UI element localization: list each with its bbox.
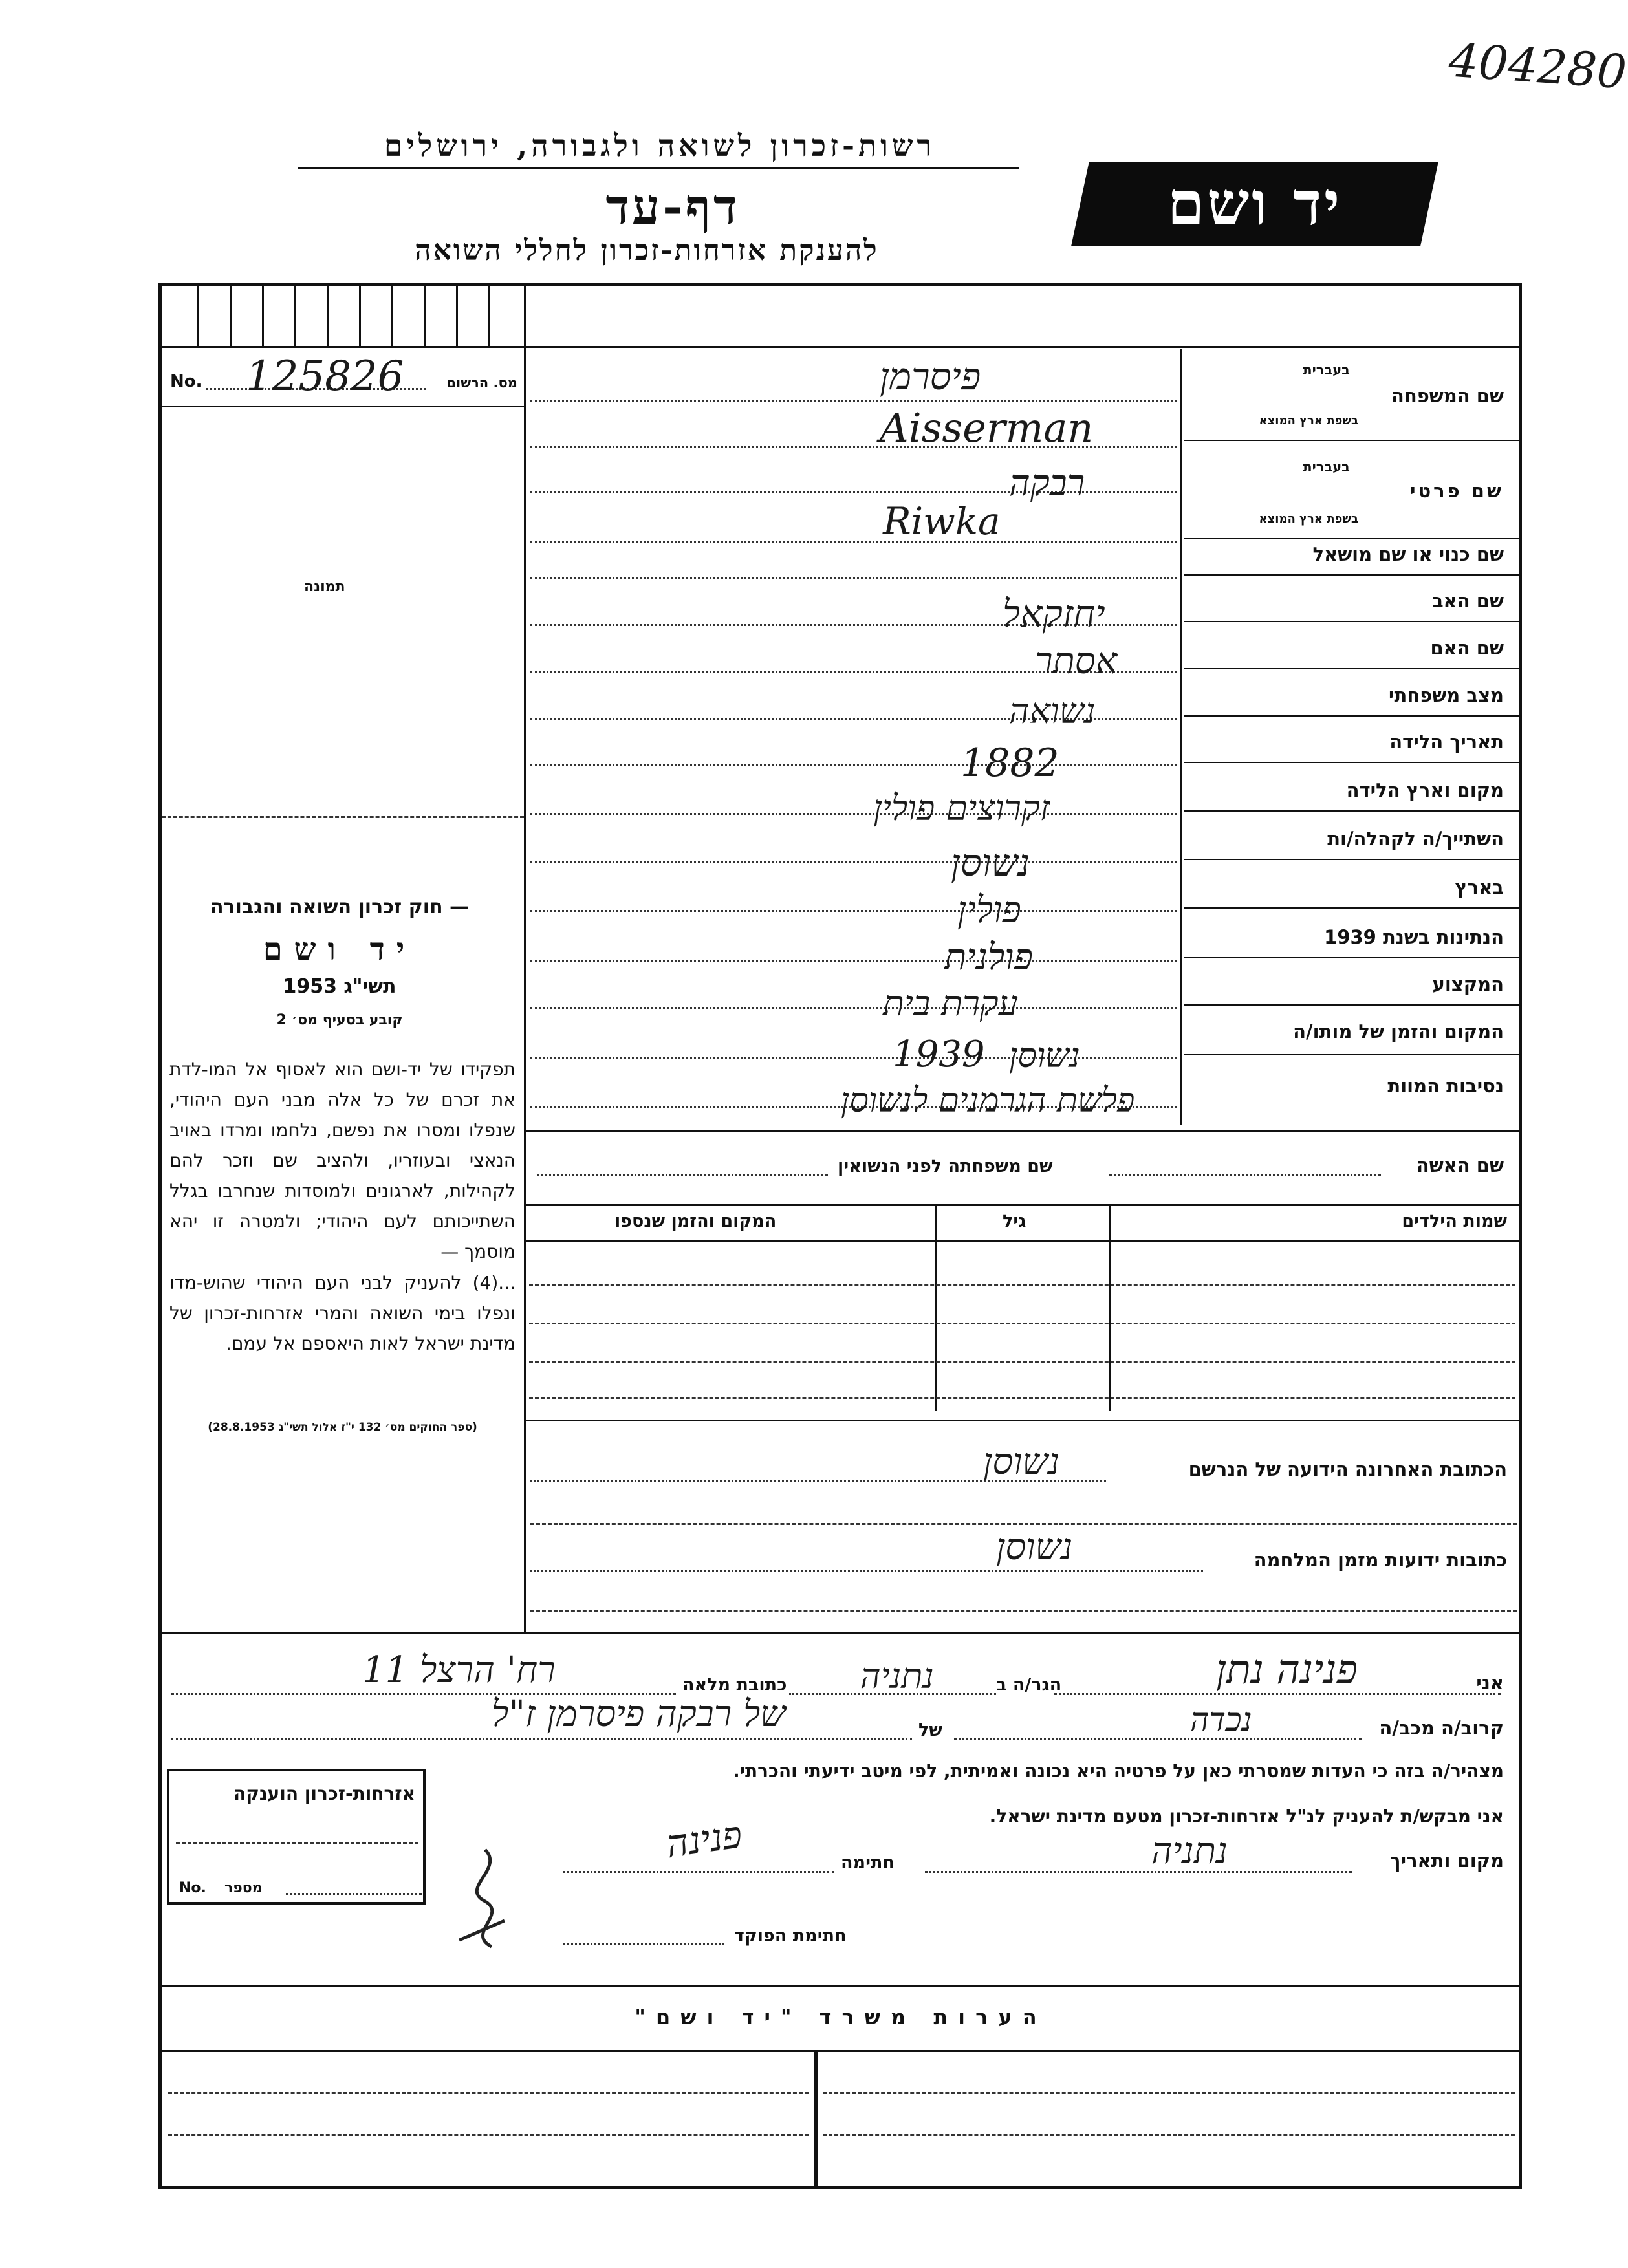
death-cause-value: פלשת הגרמנים לנשוסן <box>841 1081 1135 1120</box>
birth-year-value: 1882 <box>961 740 1059 786</box>
community-value: נשוסן <box>951 841 1030 885</box>
cert-box-no-label: No. <box>179 1880 206 1896</box>
label-column-divider <box>1180 349 1182 1125</box>
death-place-label: המקום והזמן של מותו/ה <box>1293 1021 1504 1042</box>
citizenship-granted-box <box>167 1769 426 1905</box>
residing-value: נתניה <box>860 1656 934 1696</box>
law-year: תשי"ג 1953 <box>283 975 396 998</box>
citizenship-value: פולנית <box>944 936 1033 978</box>
birthdate-label: תאריך הלידה <box>1389 731 1504 753</box>
birthplace-value: זקרוצים פולין <box>873 788 1050 828</box>
country-value: פולין <box>957 889 1021 931</box>
officer-signature-label: חתימת הפוקד <box>734 1926 847 1946</box>
of-label: של <box>918 1720 942 1740</box>
residing-label: הגר/ה ב <box>996 1675 1062 1695</box>
father-value: יחזקאל <box>1003 592 1105 636</box>
of-value: של רבקה פיסרמן ז"ל <box>492 1693 786 1735</box>
mother-value: אסתר <box>1035 640 1118 682</box>
first-hebrew-value: רבקה <box>1009 462 1085 504</box>
father-label: שם האב <box>1431 590 1504 612</box>
registration-label: מס. הרשום <box>446 375 517 391</box>
marital-value: נשואה <box>1009 691 1096 731</box>
death-place-value: נשוסן <box>1009 1037 1080 1075</box>
war-address-label: כתובות ידועות מזמן המלחמה <box>1254 1549 1507 1571</box>
authority-title: רשות-זכרון לשואה ולגבורה, ירושלים <box>384 128 936 163</box>
children-names-header: שמות הילדים <box>1402 1211 1507 1231</box>
last-address-label: הכתובת האחרונה הידועה של הנרשם <box>1188 1458 1507 1480</box>
profession-label: המקצוע <box>1432 973 1504 995</box>
country-label: בארץ <box>1455 876 1504 898</box>
family-origin-value: Aisserman <box>880 404 1094 451</box>
family-hebrew-value: פיסרמן <box>880 354 981 398</box>
signature-value: פנינה <box>663 1812 745 1866</box>
declarant-name-value: פנינה נתן <box>1216 1646 1358 1693</box>
war-address-value: נשוסן <box>996 1526 1073 1568</box>
logo-text: יד ושם <box>1167 169 1343 239</box>
place-date-label: מקום ותאריך <box>1389 1850 1504 1872</box>
law-name: יד ושם <box>263 931 417 967</box>
law-text-2: ...(4) להעניק לבני העם היהודי שהוש-מדו ונפלו בימי השואה והמרי אזרחות-זכרון של מדינת ישראל לאות היאספם אל עמם. <box>169 1272 516 1354</box>
yad-vashem-logo <box>1071 162 1438 246</box>
citizenship-label: הנתינות בשנת 1939 <box>1324 926 1504 948</box>
nickname-label: שם כנוי או שם מושאל <box>1312 543 1504 565</box>
mother-label: שם האם <box>1430 637 1504 659</box>
profession-value: עקרת בית <box>883 983 1019 1024</box>
form-subtitle: להענקת אזרחות-זכרון לחללי השואה <box>415 234 879 267</box>
relative-value: נכדה <box>1190 1701 1252 1738</box>
request-text: אני מבקש/ת להעניק לנ"ל אזרחות-זכרון מטעם מדינת ישראל. <box>989 1806 1504 1827</box>
law-reference: (ספר החוקים מס׳ 132 י"ז אלול תשי"ג 28.8.1953) <box>208 1421 477 1434</box>
cert-box-number-label: מספר <box>224 1880 263 1896</box>
remarks-divider <box>814 2052 818 2187</box>
children-place-header: המקום והזמן שנספו <box>614 1211 777 1231</box>
law-section: קובע בסעיף מס׳ 2 <box>276 1012 403 1028</box>
family-origin-label: בשפת ארץ המוצא <box>1259 414 1358 427</box>
relative-label: קרוב/ה מכב/ה <box>1379 1717 1504 1739</box>
death-cause-label: נסיבות המוות <box>1387 1075 1504 1097</box>
death-year-value: 1939 <box>893 1033 985 1075</box>
registration-no-label: No. <box>170 372 202 391</box>
children-age-header: גיל <box>1003 1211 1026 1231</box>
left-column-divider <box>524 286 526 1632</box>
photo-label: תמונה <box>304 579 345 595</box>
wife-maiden-label: שם משפחתה לפני הנשואין <box>838 1156 1053 1176</box>
officer-signature-scribble <box>446 1843 524 1960</box>
first-origin-label: בשפת ארץ המוצא <box>1259 512 1358 526</box>
corner-number: 404280 <box>1447 32 1628 100</box>
cert-box-title: אזרחות-זכרון הוענקה <box>233 1783 415 1804</box>
first-origin-value: Riwka <box>883 499 1001 543</box>
signature-label: חתימה <box>841 1853 895 1873</box>
remarks-title: הערות משרד "יד ושם" <box>635 2005 1047 2029</box>
community-label: השתייך/ה לקהלה/ות <box>1327 828 1504 850</box>
full-address-label: כתובת מלאה <box>682 1675 787 1695</box>
full-address-value: רח' הרצל 11 <box>362 1649 556 1691</box>
declaration-text: מצהיר/ה בזה כי העדות שמסרתי כאן על פרטיה היא נכונה ואמיתית, לפי מיטב ידיעתי והכרתי. <box>733 1760 1504 1782</box>
marital-label: מצב משפחתי <box>1388 684 1504 706</box>
birthplace-label: מקום וארץ הלידה <box>1346 779 1504 801</box>
last-address-value: נשוסן <box>983 1441 1060 1483</box>
form-title: דף-עד <box>605 178 740 235</box>
family-name-label: שם המשפחה <box>1391 385 1504 407</box>
place-date-value: נתניה <box>1151 1830 1228 1872</box>
authority-underline <box>298 167 1019 169</box>
first-hebrew-label: בעברית <box>1303 459 1350 475</box>
declarant-i-label: אני <box>1476 1672 1504 1694</box>
law-text-1: תפקידו של יד-ושם הוא לאסוף אל המו-לדת את זכרם של כל אלה מבני העם היהודי, שנפלו ומסרו את נפשם, נלחמו ומרדו באויב הנאצי ובעוזריו, ולהציב שם וזכר להם לקהילות, לארגונים ולמוסדות שנחרבו בגלל השתייכותם לעם היהודי; ולמטרה זו יהא מוסמך — <box>169 1059 516 1262</box>
registration-number: 125826 <box>246 352 404 400</box>
family-hebrew-label: בעברית <box>1303 362 1350 378</box>
first-name-label: שם פרטי <box>1409 480 1504 502</box>
wife-label: שם האשה <box>1416 1154 1504 1176</box>
law-title: — חוק זכרון השואה והגבורה <box>210 896 470 918</box>
